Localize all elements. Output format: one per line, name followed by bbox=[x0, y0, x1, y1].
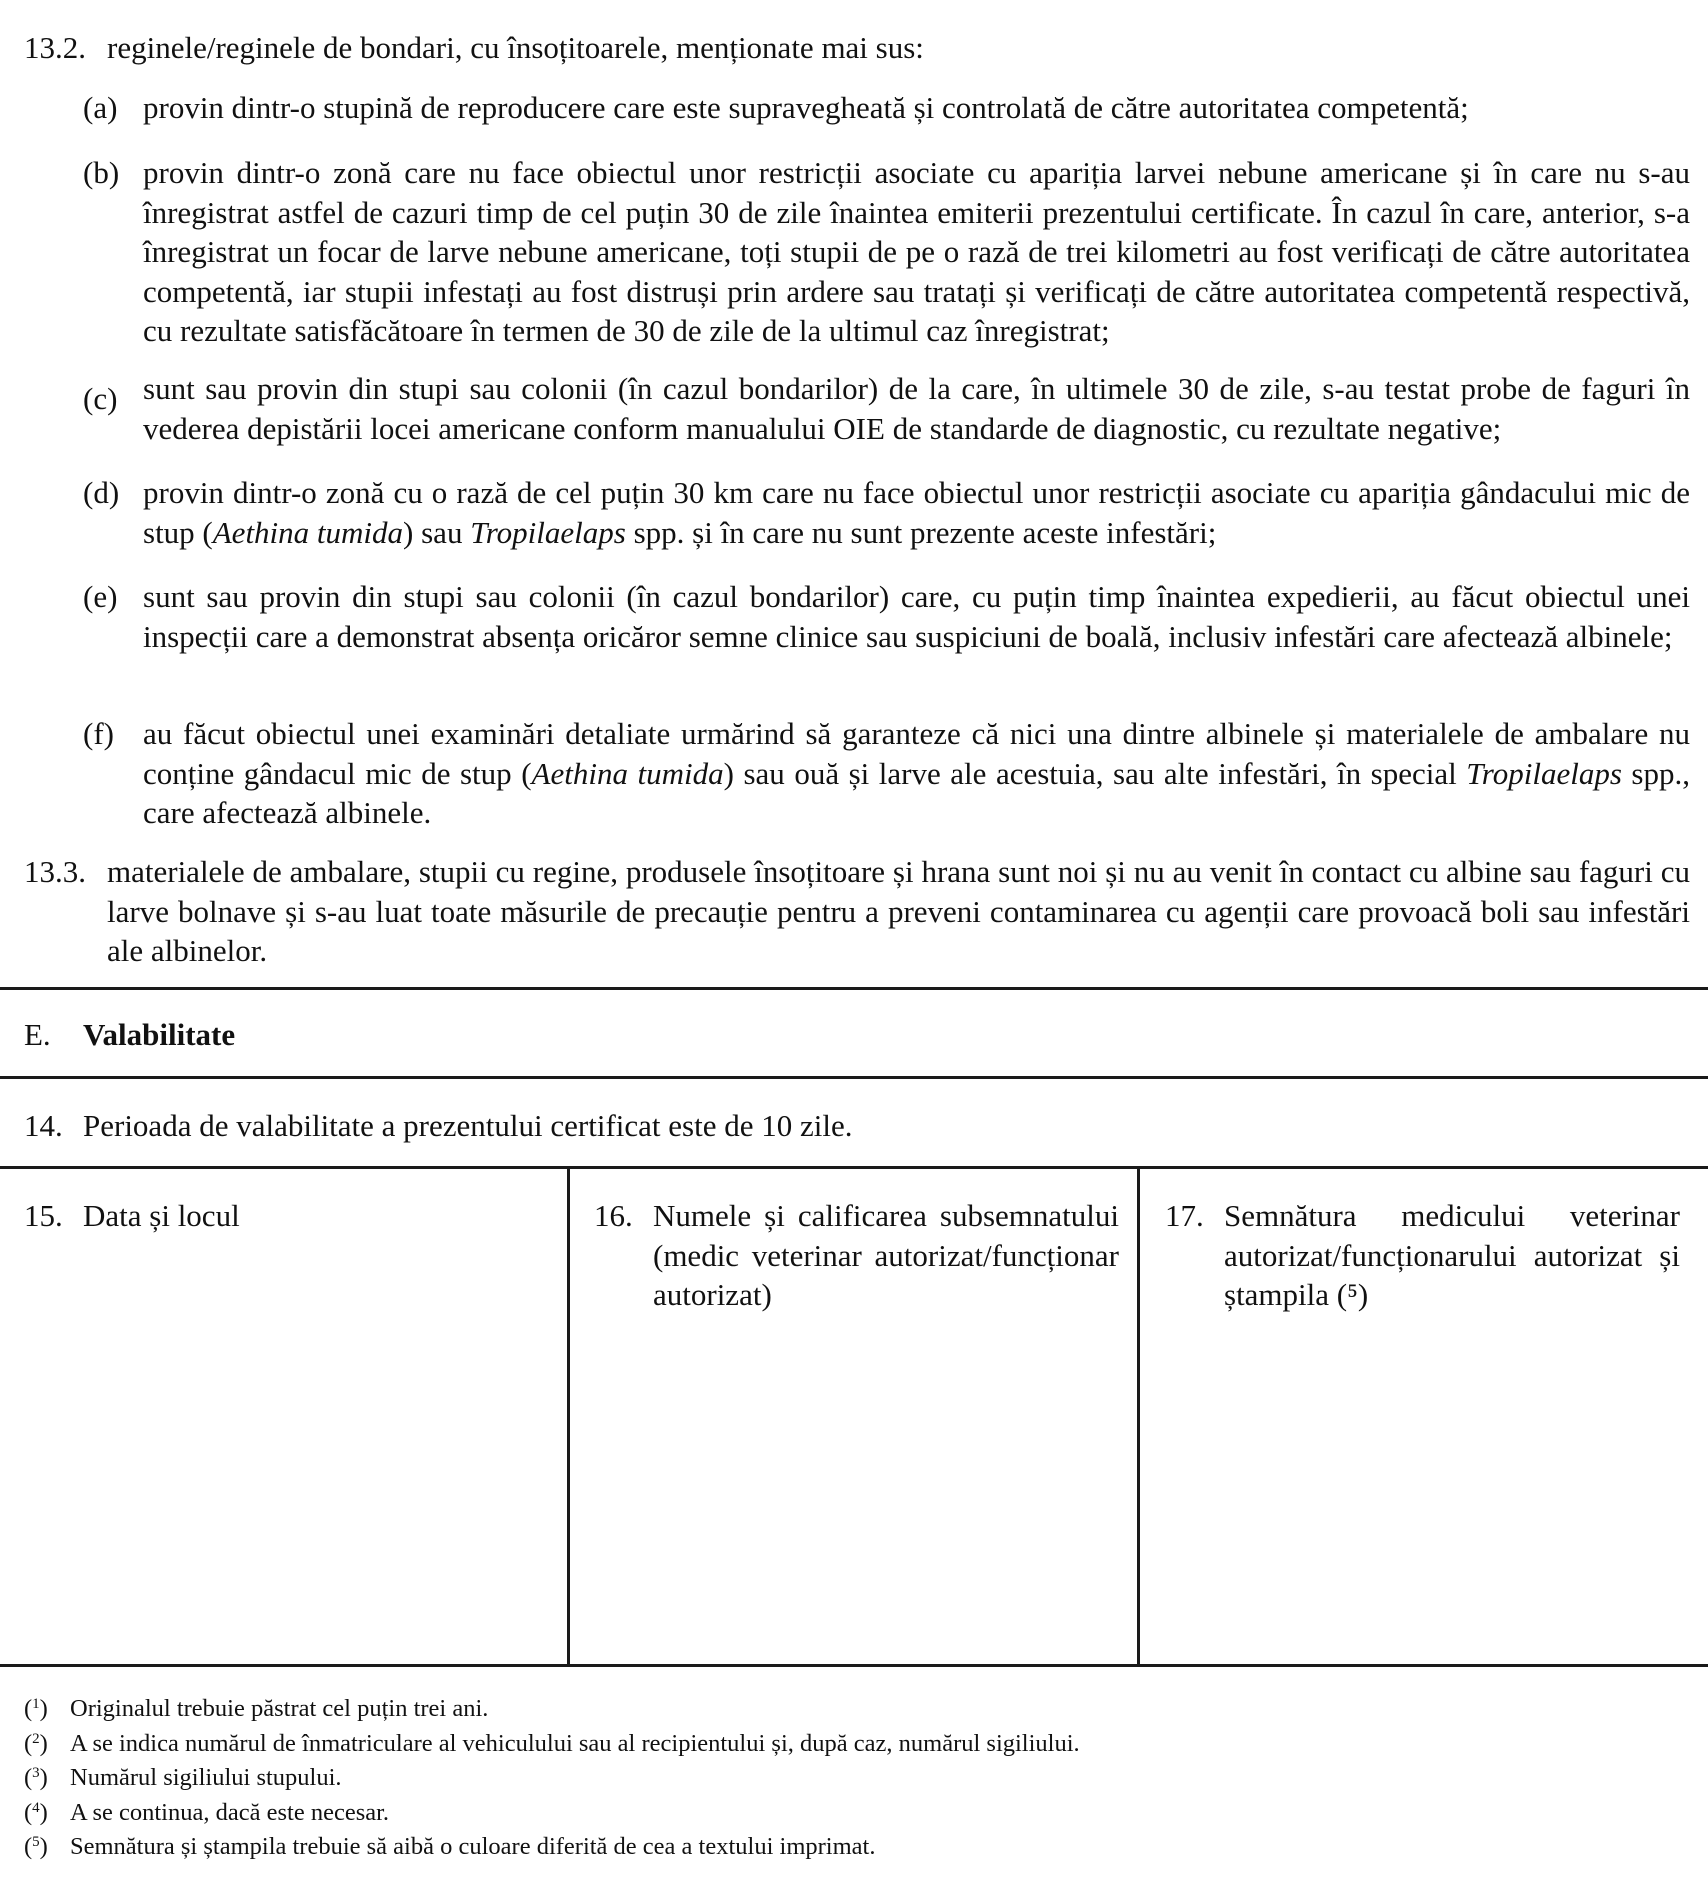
footnote-text: Originalul trebuie păstrat cel puțin trei ani. bbox=[70, 1695, 489, 1722]
field-number: 16. bbox=[594, 1198, 633, 1233]
footnote-number: 1 bbox=[32, 1696, 40, 1712]
field-label: Semnătura medicului veterinar autorizat/funcționarului autorizat și ștampila (⁵) bbox=[1224, 1198, 1680, 1312]
text-run: au făcut obiectul unei examinări detaliate urmărind să garanteze că nici una dintre albinele și materialele de ambalare nu conține gândacul mic de stup ( bbox=[143, 716, 1690, 791]
list-item-f bbox=[83, 714, 1690, 833]
item-label: (c) bbox=[83, 381, 118, 416]
text-run: ) sau bbox=[403, 514, 471, 550]
section-text: Perioada de valabilitate a prezentului certificat este de 10 zile. bbox=[83, 1108, 853, 1143]
divider bbox=[0, 1664, 1708, 1667]
footnote-number: 5 bbox=[32, 1834, 40, 1850]
text-run: ) sau ouă și larve ale acestuia, sau alte infestări, în special bbox=[723, 755, 1467, 791]
field-label: Numele și calificarea subsemnatului (medic veterinar autorizat/funcționar autorizat) bbox=[653, 1198, 1119, 1312]
section-text: materialele de ambalare, stupii cu regine, produsele însoțitoare și hrana sunt noi și nu au venit în contact cu albine sau faguri cu larve bolnave și s-au luat toate măsurile de precauție pentru a preveni contaminarea cu agenții care provoacă boli sau infestări ale albinelor. bbox=[107, 854, 1690, 968]
footnote-text: A se indica numărul de înmatriculare al vehiculului sau al recipientului și, după caz, numărul sigiliului. bbox=[70, 1729, 1080, 1757]
divider bbox=[0, 1166, 1708, 1169]
list-item-c bbox=[83, 369, 1690, 448]
section-number: 13.3. bbox=[24, 854, 86, 889]
item-label: (b) bbox=[83, 155, 120, 190]
footnote-text: A se continua, dacă este necesar. bbox=[70, 1798, 390, 1826]
cell-divider bbox=[567, 1166, 570, 1666]
text-run: sunt sau provin din stupi sau colonii (în cazul bondarilor) de la care, în ultimele 30 de zile, s-au testat probe de faguri în vederea depistării locei americane conform manualului OIE de standarde de diagnostic, cu rezultate negative; bbox=[143, 371, 1690, 446]
divider bbox=[0, 987, 1708, 990]
text-run: spp. și în care nu sunt prezente aceste infestări; bbox=[625, 514, 1217, 550]
section-e-header bbox=[24, 1015, 236, 1055]
item-text bbox=[143, 153, 1690, 351]
section-number: 14. bbox=[24, 1108, 63, 1143]
section-13-3 bbox=[24, 852, 1708, 971]
field-number: 17. bbox=[1165, 1198, 1204, 1233]
list-item-e bbox=[83, 577, 1690, 656]
item-text bbox=[143, 369, 1690, 448]
field-label: Data și locul bbox=[83, 1198, 240, 1233]
divider bbox=[0, 1076, 1708, 1079]
text-run: spp., care afectează albinele. bbox=[143, 755, 1690, 830]
italic-term: Tropilaelaps bbox=[1466, 755, 1622, 791]
signature-stamp-field bbox=[1165, 1196, 1680, 1315]
footnote-number: 3 bbox=[32, 1765, 40, 1781]
list-item-a bbox=[83, 88, 1690, 128]
item-text bbox=[143, 577, 1690, 656]
cell-divider bbox=[1137, 1166, 1140, 1666]
name-qualification-field bbox=[594, 1196, 1119, 1315]
text-run: sunt sau provin din stupi sau colonii (în cazul bondarilor) care, cu puțin timp înaintea expedierii, au făcut obiectul unei inspecții care a demonstrat absența oricăror semne clinice sau suspiciuni de boală, inclusiv infestări care afectează albinele; bbox=[143, 579, 1690, 654]
section-number: 13.2. bbox=[24, 30, 86, 65]
text-run: provin dintr-o stupină de reproducere care este supravegheată și controlată de către autoritatea competentă; bbox=[143, 90, 1469, 125]
list-item-d bbox=[83, 473, 1690, 552]
item-text bbox=[143, 88, 1690, 128]
item-label: (f) bbox=[83, 716, 114, 751]
item-text bbox=[143, 714, 1690, 833]
date-place-field bbox=[24, 1196, 544, 1236]
italic-term: Tropilaelaps bbox=[470, 514, 626, 550]
item-label: (a) bbox=[83, 90, 118, 125]
footnote-number: 2 bbox=[32, 1730, 40, 1747]
section-text: reginele/reginele de bondari, cu însoțitoarele, menționate mai sus: bbox=[107, 30, 924, 65]
item-text bbox=[143, 473, 1690, 552]
footnote-text: Semnătura și ștampila trebuie să aibă o culoare diferită de cea a textului imprimat. bbox=[70, 1833, 876, 1860]
field-number: 15. bbox=[24, 1198, 63, 1233]
footnote-number: 4 bbox=[32, 1799, 40, 1816]
section-letter: E. bbox=[24, 1017, 51, 1052]
list-item-b bbox=[83, 153, 1690, 351]
section-14 bbox=[24, 1106, 853, 1146]
italic-term: Aethina tumida bbox=[212, 514, 404, 550]
italic-term: Aethina tumida bbox=[531, 755, 724, 791]
section-title: Valabilitate bbox=[83, 1017, 236, 1052]
text-run: provin dintr-o zonă cu o rază de cel puțin 30 km care nu face obiectul unor restricții asociate cu apariția gândacului mic de stup ( bbox=[143, 475, 1690, 550]
item-label: (e) bbox=[83, 579, 118, 614]
footnote-text: Numărul sigiliului stupului. bbox=[70, 1764, 342, 1791]
text-run: provin dintr-o zonă care nu face obiectul unor restricții asociate cu apariția larvei nebune americane și în care nu s-au înregistrat astfel de cazuri timp de cel puțin 30 de zile înaintea emiterii prezentului certificate. În cazul în care, anterior, s-a înregistrat un focar de larve nebune americane, toți stupii de pe o rază de trei kilometri au fost verificați de către autoritatea competentă, iar stupii infestați au fost distruși prin ardere sau tratați și verificați de către autoritatea competentă respectivă, cu rezultate satisfăcătoare în termen de 30 de zile de la ultimul caz înregistrat; bbox=[143, 155, 1690, 348]
section-13-2 bbox=[24, 28, 1708, 68]
item-label: (d) bbox=[83, 475, 120, 510]
